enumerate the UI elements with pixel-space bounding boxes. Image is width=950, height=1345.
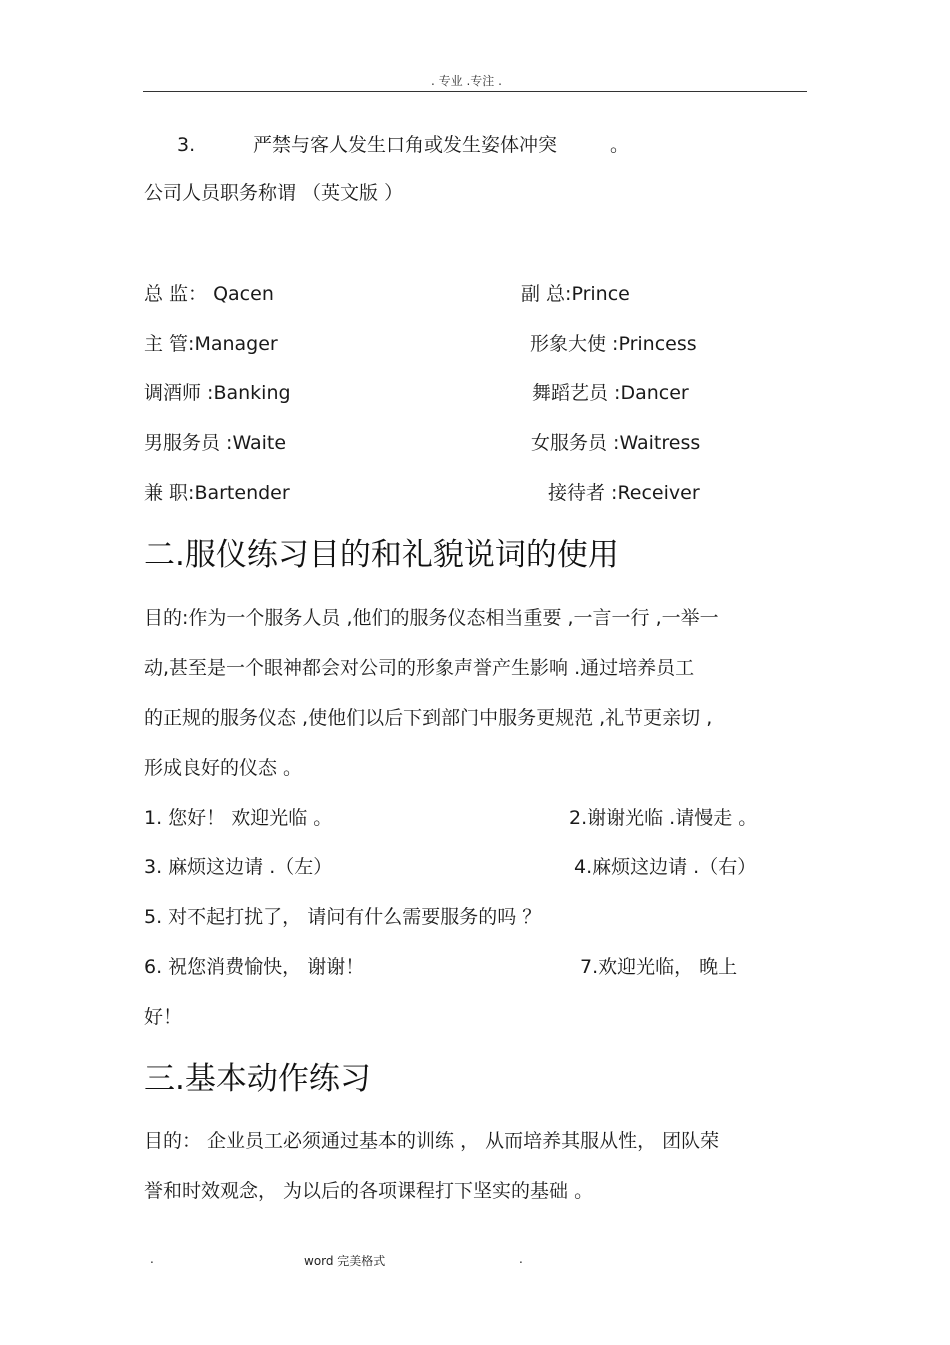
phrase-right: 4.麻烦这边请 .（右） [574,856,757,878]
phrase-tail: 好！ [144,1006,183,1028]
footer-dot-right: . [519,1252,523,1266]
phrase-left: 1. 您好！ 欢迎光临 。 [144,807,333,829]
paragraph-line: 形成良好的仪态 。 [144,757,303,779]
list-text: 严禁与客人发生口角或发生姿体冲突 [253,134,558,156]
titles-heading: 公司人员职务称谓 （英文版 ） [144,182,404,204]
paragraph-line: 目的： 企业员工必须通过基本的训练 ， 从而培养其服从性， 团队荣 [144,1130,720,1152]
section-heading: 三.基本动作练习 [144,1061,371,1097]
paragraph-line: 誉和时效观念， 为以后的各项课程打下坚实的基础 。 [144,1180,594,1202]
footer-dot-left: . [150,1252,154,1266]
paragraph-line: 的正规的服务仪态 ,使他们以后下到部门中服务更规范 ,礼节更亲切 , [144,707,713,729]
list-number: 3. [177,134,196,156]
title-left: 调酒师 :Banking [144,382,291,404]
title-left: 男服务员 :Waite [144,432,287,454]
title-right: 副 总:Prince [521,283,630,305]
title-right: 形象大使 :Princess [530,333,697,355]
paragraph-line: 动,甚至是一个眼神都会对公司的形象声誉产生影响 .通过培养员工 [144,657,695,679]
paragraph-line: 目的:作为一个服务人员 ,他们的服务仪态相当重要 ,一言一行 ,一举一 [144,607,719,629]
title-right: 接待者 :Receiver [548,482,700,504]
phrase-right: 7.欢迎光临， 晚上 [580,956,738,978]
list-end-mark: 。 [610,134,630,156]
footer-text: word 完美格式 [304,1254,386,1268]
section-heading: 二.服仪练习目的和礼貌说词的使用 [144,537,619,573]
phrase-left: 6. 祝您消费愉快， 谢谢！ [144,956,365,978]
phrase-right: 2.谢谢光临 .请慢走 。 [569,807,758,829]
phrase-left: 3. 麻烦这边请 .（左） [144,856,333,878]
title-right: 女服务员 :Waitress [531,432,701,454]
title-left: 兼 职:Bartender [144,482,290,504]
header-rule [143,91,807,92]
title-left: 总 监： Qacen [144,283,274,305]
title-right: 舞蹈艺员 :Dancer [532,382,689,404]
phrase-left: 5. 对不起打扰了， 请问有什么需要服务的吗 ？ [144,906,542,928]
page-header: . 专业 .专注 . [431,74,502,88]
title-left: 主 管:Manager [144,333,278,355]
